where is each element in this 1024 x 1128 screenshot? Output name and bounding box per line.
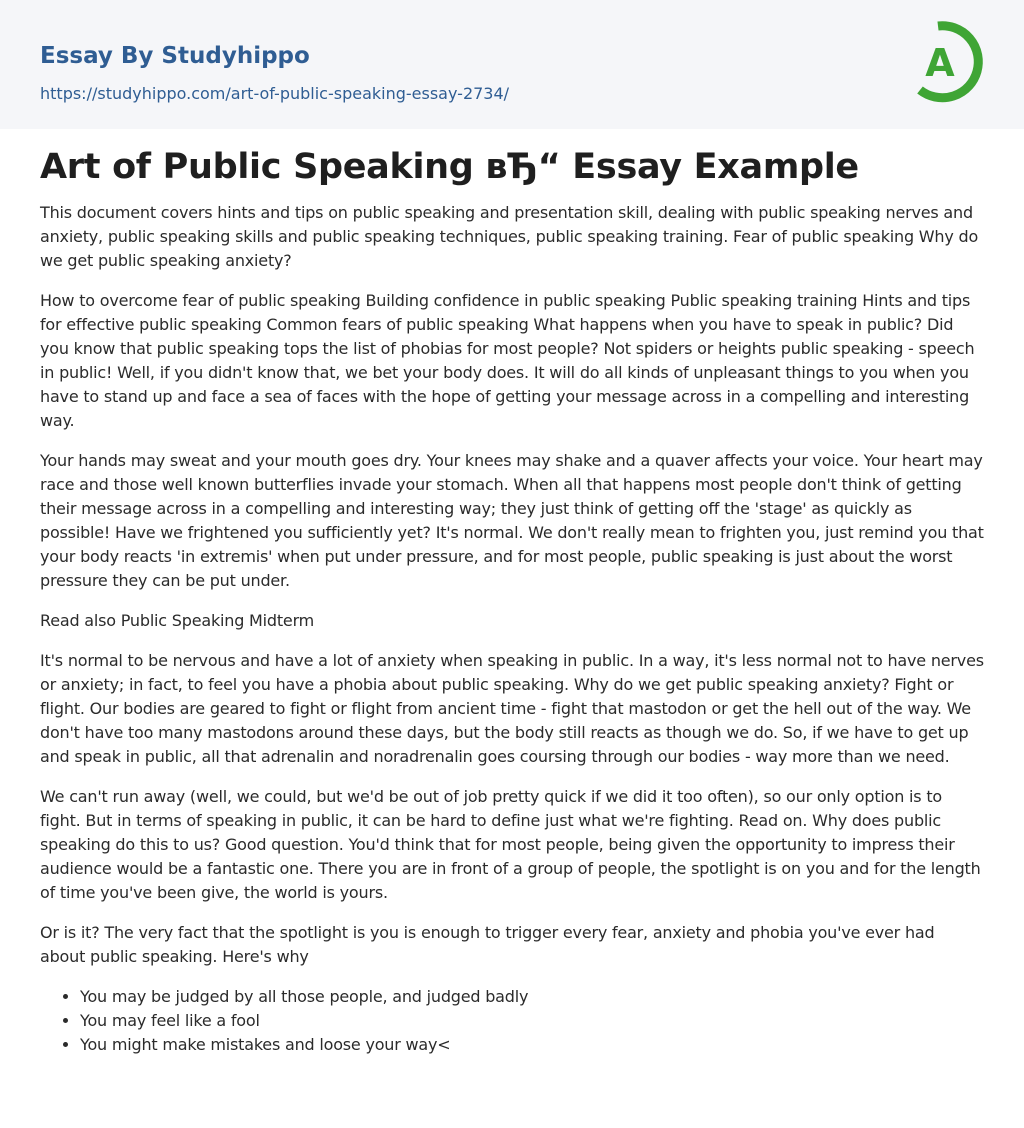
list-item: • You might make mistakes and loose your way< [80, 1033, 984, 1057]
reasons-list [40, 985, 984, 1057]
list-item: • You may be judged by all those people, and judged badly [80, 985, 984, 1009]
read-also-line: Read also Public Speaking Midterm [40, 611, 315, 630]
paragraph-3: Your hands may sweat and your mouth goes dry. Your knees may shake and a quaver affects your voice. Your heart may race and those well known butterflies invade your stomach. When all that happens most people don't think of getting their message across in a compelling and interesting way; they just think of getting off the 'stage' as quickly as possible! Have we frightened you sufficiently yet? It's normal. We don't really mean to frighten you, just remind you that your body reacts 'in extremis' when put under pressure, and for most people, public speaking is just about the worst pressure they can be put under. [40, 451, 984, 590]
page-url-link[interactable]: https://studyhippo.com/art-of-public-speaking-essay-2734/ [40, 84, 510, 103]
paragraph-2: How to overcome fear of public speaking Building confidence in public speaking Public speaking training Hints and tips for effective public speaking Common fears of public speaking What happens when you have to speak in public? Did you know that public speaking tops the list of phobias for most people? Not spiders or heights public speaking - speech in public! Well, if you didn't know that, we bet your body does. It will do all kinds of unpleasant things to you when you have to stand up and face a sea of faces with the hope of getting your message across in a compelling and interesting way. [40, 291, 975, 430]
studyhippo-logo-icon[interactable] [904, 18, 988, 106]
paragraph-1: This document covers hints and tips on public speaking and presentation skill, dealing with public speaking nerves and anxiety, public speaking skills and public speaking techniques, public speaking training. Fear of public speaking Why do we get public speaking anxiety? [40, 203, 979, 270]
site-header [0, 0, 1024, 129]
article-content [40, 143, 984, 1057]
paragraph-6: Or is it? The very fact that the spotlight is you is enough to trigger every fear, anxiety and phobia you've ever had about public speaking. Here's why [40, 923, 935, 966]
logo-letter: A [925, 41, 955, 85]
paragraph-5: We can't run away (well, we could, but we'd be out of job pretty quick if we did it too often), so our only option is to fight. But in terms of speaking in public, it can be hard to define just what we're fighting. Read on. Why does public speaking do this to us? Good question. You'd think that for most people, being given the opportunity to impress their audience would be a fantastic one. There you are in front of a group of people, the spotlight is on you and for the length of time you've been give, the world is yours. [40, 787, 981, 902]
brand-title[interactable]: Essay By Studyhippo [40, 43, 310, 69]
article-title: Art of Public Speaking вЂ“ Essay Example [40, 147, 859, 187]
paragraph-4: It's normal to be nervous and have a lot of anxiety when speaking in public. In a way, it's less normal not to have nerves or anxiety; in fact, to feel you have a phobia about public speaking. Why do we get public speaking anxiety? Fight or flight. Our bodies are geared to fight or flight from ancient time - fight that mastodon or get the hell out of the way. We don't have too many mastodons around these days, but the body still reacts as though we do. So, if we have to get up and speak in public, all that adrenalin and noradrenalin goes coursing through our bodies - way more than we need. [40, 651, 984, 766]
list-item: • You may feel like a fool [80, 1009, 984, 1033]
